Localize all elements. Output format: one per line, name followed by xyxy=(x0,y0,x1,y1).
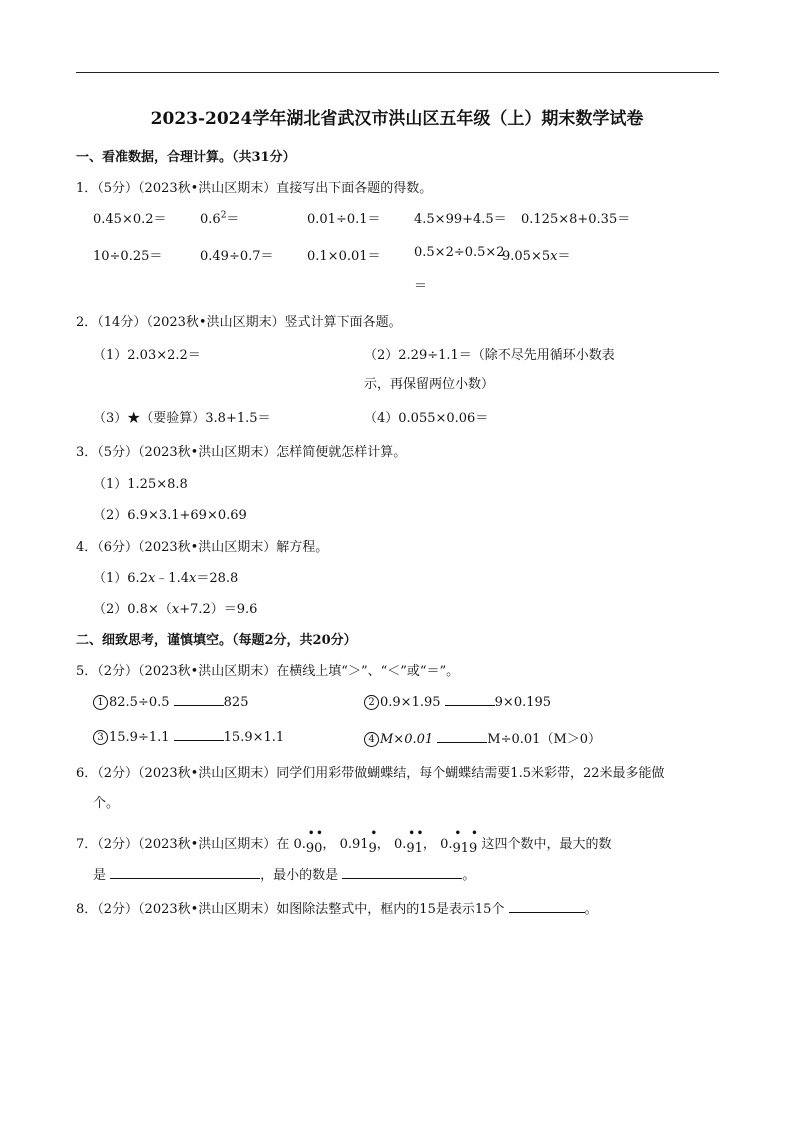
page-title: 2023-2024学年湖北省武汉市洪山区五年级（上）期末数学试卷 xyxy=(150,109,644,129)
q4-stem: 4．（6分）（2023秋•洪山区期末）解方程。 xyxy=(76,540,329,555)
header-rule xyxy=(76,72,719,73)
q1-r1-a: 0.45×0.2＝ xyxy=(93,212,167,227)
q5-blank-4[interactable] xyxy=(437,730,487,743)
q3-stem: 3．（5分）（2023秋•洪山区期末）怎样简便就怎样计算。 xyxy=(76,445,407,460)
q1-r1-c: 0.01÷0.1＝ xyxy=(307,212,381,227)
q5-blank-1[interactable] xyxy=(174,693,224,706)
q5-blank-3[interactable] xyxy=(174,728,224,741)
q2-p2a: （2）2.29÷1.1＝（除不尽先用循环小数表 xyxy=(364,348,615,363)
q6-line2: 个。 xyxy=(93,796,120,811)
q1-stem: 1．（5分）（2023秋•洪山区期末）直接写出下面各题的得数。 xyxy=(76,181,433,196)
q7-num-4: 0. • 91 • 9 xyxy=(440,828,478,856)
q1-r2-d: 0.5×2÷0.5×2 xyxy=(414,245,505,260)
q1-r3: ＝ xyxy=(414,279,428,294)
q7-line1: 7．（2分）（2023秋•洪山区期末）在 0. • 9 • 0， 0.91 • 9， 0. • 9 • 1， 0. • 91 • 9 这四个数中，最大的数 xyxy=(76,828,612,856)
q2-p3: （3）★（要验算）3.8+1.5＝ xyxy=(93,411,271,426)
q4-p2: （2）0.8×（x+7.2）＝9.6 xyxy=(93,602,258,617)
q1-r2-c: 0.1×0.01＝ xyxy=(307,249,381,264)
q5-item-3: 3 15.9÷1.1 15.9×1.1 xyxy=(93,728,284,745)
q5-item-1: 1 82.5÷0.5 825 xyxy=(93,693,248,710)
q4-p1: （1）6.2x﹣1.4x＝28.8 xyxy=(93,571,239,586)
q1-r1-d: 4.5×99+4.5＝ xyxy=(414,212,507,227)
q8-blank[interactable] xyxy=(509,900,585,913)
section-2-heading: 二、细致思考，谨慎填空。（每题2分，共20分） xyxy=(76,633,357,648)
q5-blank-2[interactable] xyxy=(445,693,495,706)
section-1-heading: 一、看准数据，合理计算。（共31分） xyxy=(76,150,296,165)
q5-item-4: 4 M×0.01 M÷0.01（M＞0） xyxy=(364,728,601,747)
q1-r2-a: 10÷0.25＝ xyxy=(93,249,163,264)
q8-line: 8．（2分）（2023秋•洪山区期末）如图除法整式中，框内的15是表示15个 。 xyxy=(76,902,598,917)
q3-p2: （2）6.9×3.1+69×0.69 xyxy=(93,508,247,523)
q7-num-2: 0.91 • 9 xyxy=(339,828,378,856)
q2-p4: （4）0.055×0.06＝ xyxy=(364,411,489,426)
q7-blank-max[interactable] xyxy=(110,866,260,879)
q1-r1-b: $0.6^2=$ xyxy=(200,210,240,227)
q7-line2: 是 ，最小的数是 。 xyxy=(93,868,476,883)
q7-num-1: 0. • 9 • 0 xyxy=(293,828,323,856)
q1-r1-e: 0.125×8+0.35＝ xyxy=(521,212,631,227)
q2-p2b: 示，再保留两位小数） xyxy=(364,377,495,392)
q2-p1: （1）2.03×2.2＝ xyxy=(93,348,201,363)
q5-stem: 5．（2分）（2023秋•洪山区期末）在横线上填“＞”、“＜”或“＝”。 xyxy=(76,664,460,679)
q3-p1: （1）1.25×8.8 xyxy=(93,477,188,492)
q2-stem: 2．（14分）（2023秋•洪山区期末）竖式计算下面各题。 xyxy=(76,315,402,330)
q5-item-2: 2 0.9×1.95 9×0.195 xyxy=(364,693,551,710)
q6-line1: 6．（2分）（2023秋•洪山区期末）同学们用彩带做蝴蝶结，每个蝴蝶结需要1.5米彩带，22米最多能做 xyxy=(76,766,665,781)
q1-r2-b: 0.49÷0.7＝ xyxy=(200,249,274,264)
q7-blank-min[interactable] xyxy=(342,866,462,879)
q1-r2-e: 9.05×5x＝ xyxy=(502,249,571,264)
q7-num-3: 0. • 9 • 1 xyxy=(393,828,424,856)
